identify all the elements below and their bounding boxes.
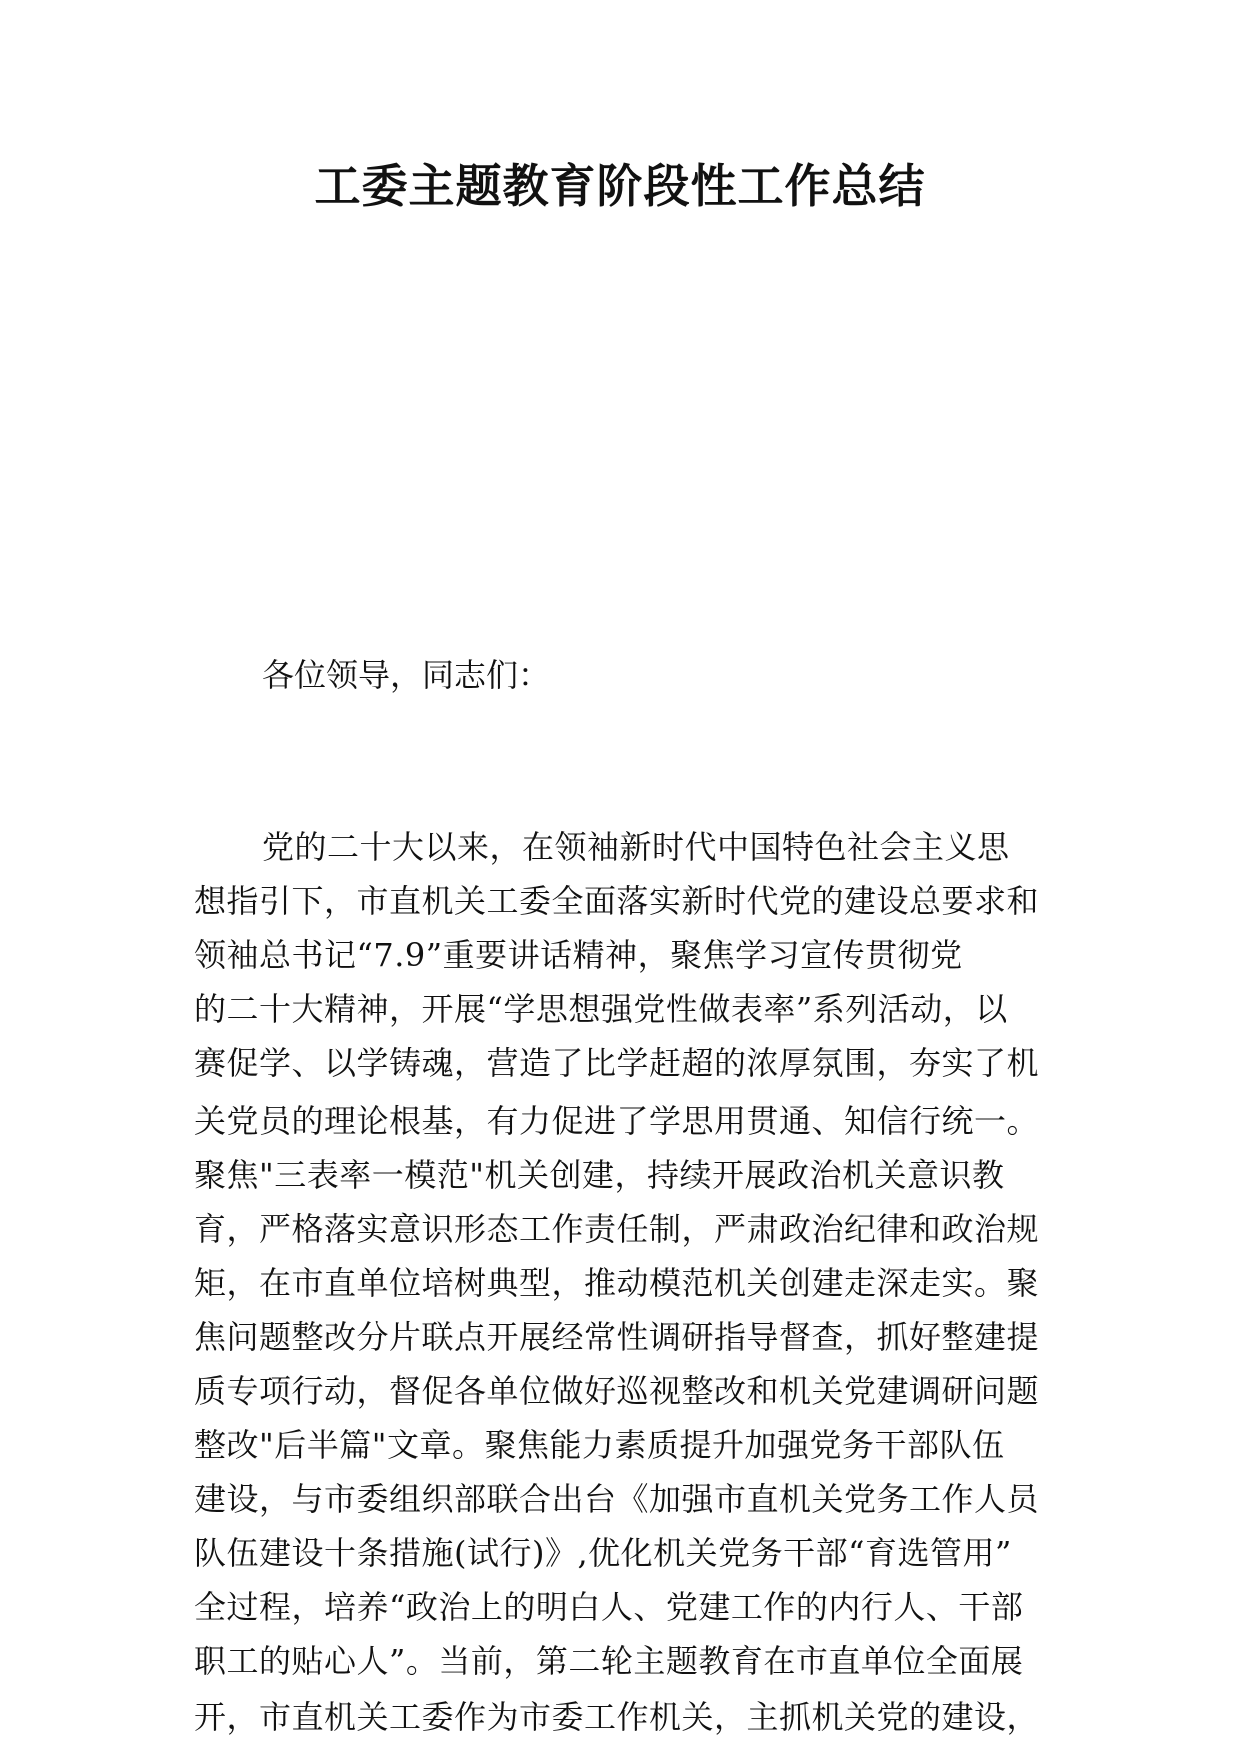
body-line-10: 焦问题整改分片联点开展经常性调研指导督查，抓好整建提 xyxy=(194,1318,1040,1356)
body-line-4: 的二十大精神，开展“学思想强党性做表率”系列活动，以 xyxy=(194,990,1008,1028)
document-title: 工委主题教育阶段性工作总结 xyxy=(314,159,926,213)
body-line-9: 矩，在市直单位培树典型，推动模范机关创建走深走实。聚 xyxy=(194,1264,1040,1302)
body-line-5: 赛促学、以学铸魂，营造了比学赶超的浓厚氛围，夯实了机 xyxy=(194,1044,1040,1082)
salutation: 各位领导，同志们： xyxy=(262,656,551,694)
body-line-7: 聚焦"三表率一模范"机关创建，持续开展政治机关意识教 xyxy=(194,1156,1005,1194)
body-line-1: 党的二十大以来，在领袖新时代中国特色社会主义思 xyxy=(262,828,1010,866)
body-line-16: 职工的贴心人”。当前，第二轮主题教育在市直单位全面展 xyxy=(194,1642,1024,1680)
body-line-2: 想指引下，市直机关工委全面落实新时代党的建设总要求和 xyxy=(194,882,1040,920)
body-line-17: 开，市直机关工委作为市委工作机关，主抓机关党的建设， xyxy=(194,1698,1040,1736)
body-line-12: 整改"后半篇"文章。聚焦能力素质提升加强党务干部队伍 xyxy=(194,1426,1005,1464)
body-line-11: 质专项行动，督促各单位做好巡视整改和机关党建调研问题 xyxy=(194,1372,1040,1410)
body-line-13: 建设，与市委组织部联合出台《加强市直机关党务工作人员 xyxy=(194,1480,1040,1518)
body-line-3: 领袖总书记“7.9”重要讲话精神，聚焦学习宣传贯彻党 xyxy=(194,936,963,974)
body-line-6: 关党员的理论根基，有力促进了学思用贯通、知信行统一。 xyxy=(194,1102,1040,1140)
body-line-8: 育，严格落实意识形态工作责任制，严肃政治纪律和政治规 xyxy=(194,1210,1040,1248)
body-line-15: 全过程，培养“政治上的明白人、党建工作的内行人、干部 xyxy=(194,1588,1024,1626)
body-line-14: 队伍建设十条措施(试行)》,优化机关党务干部“育选管用” xyxy=(194,1534,1012,1572)
